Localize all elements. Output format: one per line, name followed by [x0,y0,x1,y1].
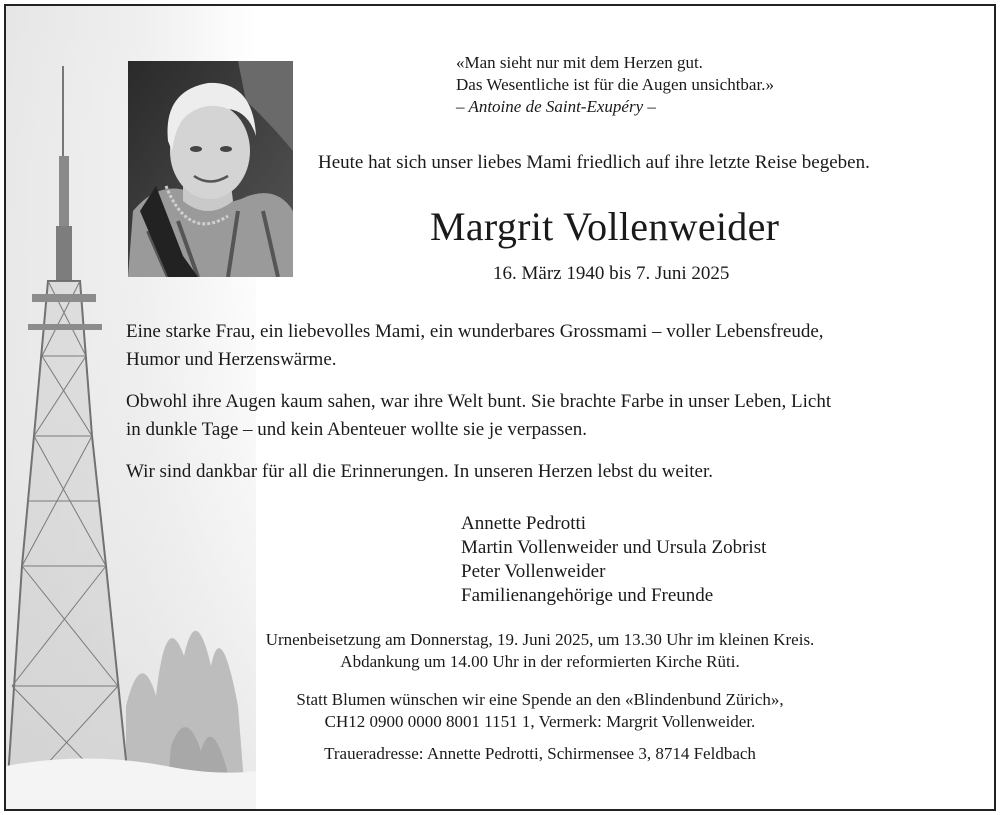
signers-list [461,512,766,608]
quote-line-1: «Man sieht nur mit dem Herzen gut. [456,53,703,72]
paragraph-1-line-2: Humor und Herzenswärme. [126,349,337,370]
signer: Familienangehörige und Freunde [461,585,714,606]
ceremony-line-2: Abdankung um 14.00 Uhr in der reformierten Kirche Rüti. [340,652,740,671]
intro-text: Heute hat sich unser liebes Mami friedlich auf ihre letzte Reise begeben. [318,152,870,173]
paragraph-2-line-2: in dunkle Tage – und kein Abenteuer wollte sie je verpassen. [126,419,588,440]
signer: Peter Vollenweider [461,561,606,582]
donation-info [120,689,960,733]
paragraph-2-line-1: Obwohl ihre Augen kaum sahen, war ihre Welt bunt. Sie brachte Farbe in unser Leben, Licht [126,391,832,412]
signer: Annette Pedrotti [461,513,587,534]
signer: Martin Vollenweider und Ursula Zobrist [461,537,767,558]
paragraph-1-line-1: Eine starke Frau, ein liebevolles Mami, ein wunderbares Grossmami – voller Lebensfreude, [126,321,824,342]
paragraph-3: Wir sind dankbar für all die Erinnerungen. In unseren Herzen lebst du weiter. [126,461,713,482]
ceremony-line-1: Urnenbeisetzung am Donnerstag, 19. Juni 2025, um 13.30 Uhr im kleinen Kreis. [265,630,815,649]
quote-line-2: Das Wesentliche ist für die Augen unsichtbar.» [456,75,774,94]
mourning-address: Traueradresse: Annette Pedrotti, Schirmensee 3, 8714 Feldbach [324,744,756,763]
donation-line-2: CH12 0900 0000 8001 1151 1, Vermerk: Margrit Vollenweider. [324,712,756,731]
obituary-notice [4,4,996,811]
quote [456,52,774,118]
paragraph-1 [126,318,824,374]
donation-line-1: Statt Blumen wünschen wir eine Spende an den «Blindenbund Zürich», [296,690,784,709]
quote-author: – Antoine de Saint-Exupéry – [456,97,656,116]
ceremony-info [120,629,960,673]
portrait-photo [128,61,293,277]
deceased-name: Margrit Vollenweider [430,204,780,249]
life-dates: 16. März 1940 bis 7. Juni 2025 [493,263,730,284]
paragraph-2 [126,388,831,444]
